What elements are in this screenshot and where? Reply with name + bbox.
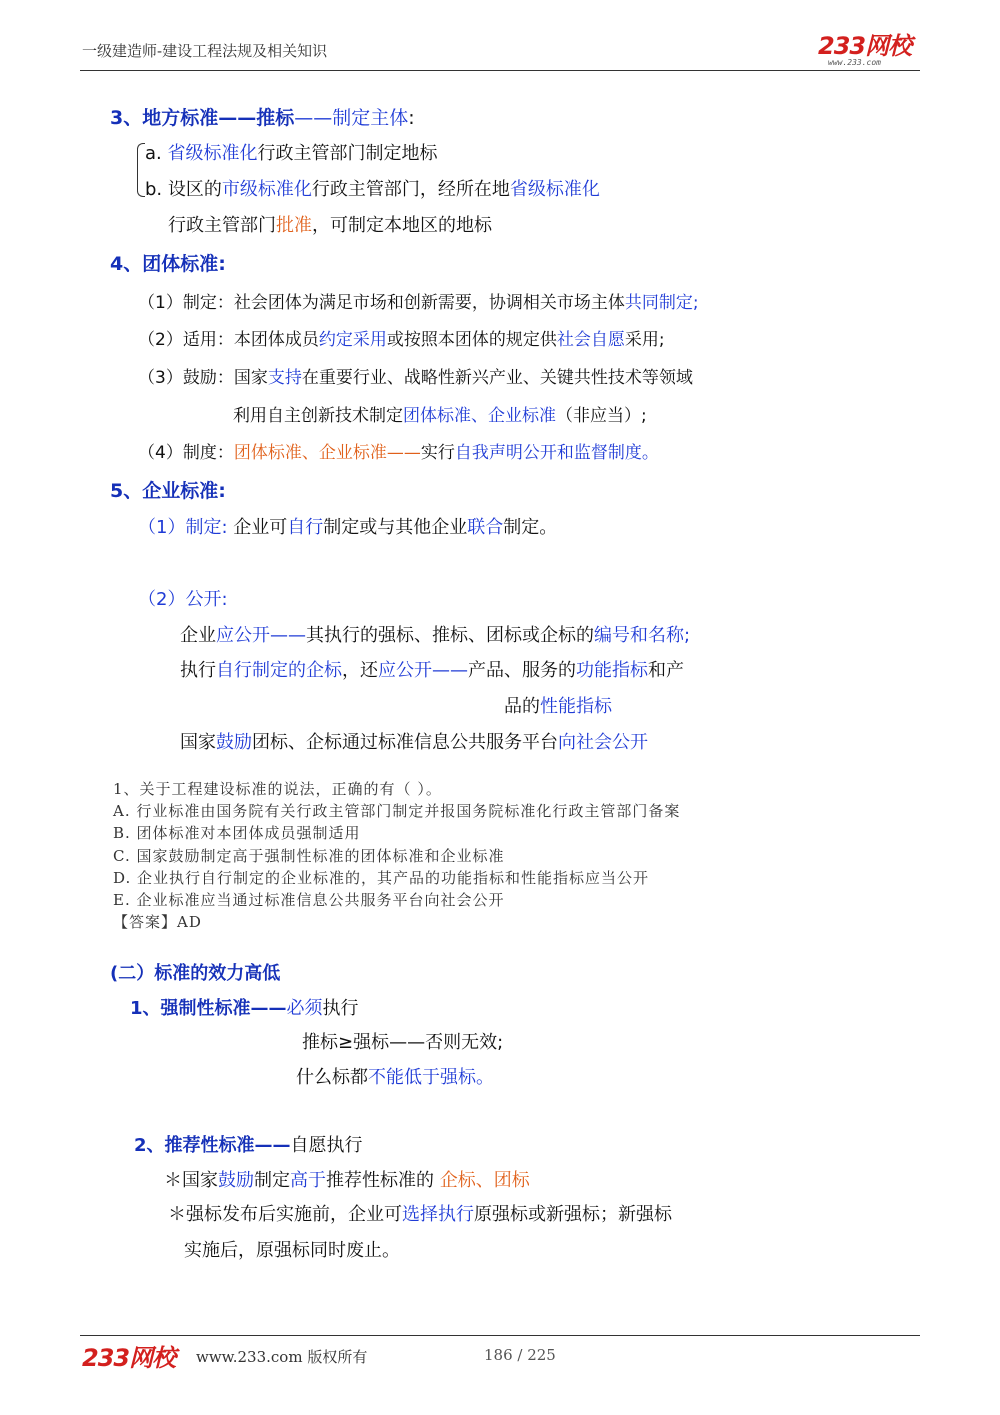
secB-s2-title <box>134 1131 363 1157</box>
sec5-i1-blue3: 联合 <box>467 517 504 538</box>
sec5-item1 <box>138 513 557 539</box>
secB-s2-l2-orange: 企标、团标 <box>439 1170 530 1191</box>
question-option-b: B. 团体标准对本团体成员强制适用 <box>113 824 361 842</box>
sec5-item2-label: （2）公开: <box>138 589 228 610</box>
sec4-item1 <box>138 288 699 313</box>
sec4-i2-blue1: 约定采用 <box>318 330 387 350</box>
secB-s1-l3-prefix: 什么标都 <box>296 1067 368 1088</box>
sec3-tui: 推标 <box>256 107 295 129</box>
sec5-public-line3 <box>504 692 612 718</box>
sec4-i4-prefix: （4）制度： <box>138 443 234 463</box>
secB-s1-l3-blue: 不能低于强标。 <box>368 1067 494 1088</box>
sec3-heading <box>110 103 415 130</box>
sec4-item2 <box>138 325 665 350</box>
secB-s2-l2-blue: 鼓励 <box>218 1170 254 1191</box>
secB-s1-line2: 推标≥强标——否则无效; <box>302 1032 504 1053</box>
sec4-i2-blue2: 社会自愿 <box>556 330 625 350</box>
sec3-b-mid: 行政主管部门，经所在地 <box>311 179 510 200</box>
header-title: 一级建造师-建设工程法规及相关知识 <box>82 42 328 60</box>
secB-s1-rest: 执行 <box>322 998 359 1019</box>
sec5-p4-mid: 团标、企标通过标准信息公共服务平台 <box>252 732 558 753</box>
sec3-a-blue: 省级标准化 <box>167 143 258 164</box>
sec4-i3b-rest: （非应当）; <box>556 406 647 426</box>
sec5-i1-label: （1）制定: <box>138 517 228 538</box>
sec4-i1-blue: 共同制定; <box>624 293 699 313</box>
header-logo <box>818 26 911 67</box>
sec3-num: 3、地方标准—— <box>110 107 257 129</box>
question-option-c: C. 国家鼓励制定高于强制性标准的团体标准和企业标准 <box>113 847 505 865</box>
sec5-p1-blue: 应公开—— <box>216 625 306 646</box>
sec4-i3b-prefix: 利用自主创新技术制定 <box>233 406 403 426</box>
secB-s2-l2-blue2: 高于 <box>290 1170 326 1191</box>
question-option-d: D. 企业执行自行制定的企业标准的，其产品的功能指标和性能指标应当公开 <box>113 869 650 887</box>
sec3-b-blue2: 省级标准化 <box>509 179 600 200</box>
sec5-p3-blue: 性能指标 <box>540 696 612 717</box>
sec5-p2-mid2: 产品、服务的 <box>468 660 576 681</box>
sec3-colon: : <box>408 107 415 129</box>
secB-s2-line2 <box>164 1166 530 1192</box>
sec3-dash: —— <box>294 107 333 129</box>
sec4-item4 <box>138 438 659 463</box>
footer-logo: 233网校 <box>82 1344 176 1372</box>
sec5-public-line1 <box>180 621 690 647</box>
header-logo-url: www.233.com <box>828 58 881 67</box>
question-answer: 【答案】AD <box>113 913 202 931</box>
sec5-p1-mid: 其执行的强标、推标、团标或企标的 <box>306 625 594 646</box>
sec3-a-prefix: a. <box>145 143 168 164</box>
sec5-public-line4 <box>180 728 648 754</box>
sec4-i2-rest: 采用; <box>624 330 665 350</box>
sec5-p1-prefix: 企业 <box>180 625 216 646</box>
secB-s2-l2-mid: 制定 <box>254 1170 290 1191</box>
sec3-b2-prefix: 行政主管部门 <box>168 215 276 236</box>
question-stem: 1、关于工程建设标准的说法，正确的有（ ）。 <box>113 780 442 798</box>
sec3-a-rest: 行政主管部门制定地标 <box>257 143 438 164</box>
sec4-i4-blue: 自我声明公开和监督制度。 <box>454 443 659 463</box>
sec5-p4-blue: 鼓励 <box>216 732 252 753</box>
sec5-p2-rest: 和产 <box>648 660 684 681</box>
sec5-i1-rest: 制定。 <box>503 517 558 538</box>
secB-s2-line3 <box>168 1200 672 1226</box>
sec5-p2-blue2: 应公开—— <box>378 660 468 681</box>
secB-s1-line3 <box>296 1063 494 1089</box>
sec5-i1-mid: 制定或与其他企业 <box>323 517 468 538</box>
sec3-subject: 制定主体 <box>332 107 409 129</box>
sec3-b2-rest: ，可制定本地区的地标 <box>312 215 492 236</box>
footer-page-number: 186 / 225 <box>484 1346 556 1364</box>
sec5-p2-blue: 自行制定的企标 <box>216 660 342 681</box>
sec3-b2-orange: 批准 <box>276 215 312 236</box>
sec5-p4-blue2: 向社会公开 <box>558 732 648 753</box>
sec4-i2-mid: 或按照本团体的规定供 <box>386 330 557 350</box>
sec3-item-a <box>145 139 437 165</box>
sec5-p2-blue3: 功能指标 <box>576 660 648 681</box>
sec5-heading: 5、企业标准: <box>110 480 226 502</box>
sec4-i1-prefix: （1）制定：社会团体为满足市场和创新需要，协调相关市场主体 <box>138 293 625 313</box>
sec5-p2-mid: ，还 <box>342 660 378 681</box>
secB-s2-l3-rest: 原强标或新强标；新强标 <box>474 1204 672 1225</box>
sec4-i4-orange: 团体标准、企业标准—— <box>233 443 421 463</box>
sec3-b-prefix: b. 设区的 <box>145 179 222 200</box>
sec5-i1-blue2: 自行 <box>287 517 324 538</box>
sec3-bracket <box>137 143 145 197</box>
sec4-item3-cont <box>233 401 647 426</box>
secB-heading: (二）标准的效力高低 <box>110 963 281 984</box>
secB-s1-title <box>130 994 359 1020</box>
secB-s2-rest: 自愿执行 <box>290 1135 363 1156</box>
secB-s1-blue: 必须 <box>286 998 323 1019</box>
secB-s2-label: 2、推荐性标准—— <box>134 1135 291 1156</box>
secB-s2-line4: 实施后，原强标同时废止。 <box>184 1240 400 1261</box>
secB-s2-l3-blue: 选择执行 <box>402 1204 474 1225</box>
sec4-i4-mid: 实行 <box>420 443 455 463</box>
secB-s2-l2-mid2: 推荐性标准的 <box>326 1170 440 1191</box>
sec3-item-b <box>145 175 600 201</box>
question-option-a: A. 行业标准由国务院有关行政主管部门制定并报国务院标准化行政主管部门备案 <box>113 802 681 820</box>
secB-s1-label: 1、强制性标准—— <box>130 998 287 1019</box>
sec4-i3-prefix: （3）鼓励：国家 <box>138 368 268 388</box>
sec4-i3-blue: 支持 <box>267 368 302 388</box>
sec5-p4-prefix: 国家 <box>180 732 216 753</box>
footer-site[interactable]: www.233.com 版权所有 <box>196 1348 368 1366</box>
sec3-item-b-cont <box>168 211 492 237</box>
sec5-public-line2 <box>180 656 684 682</box>
footer-divider <box>80 1335 920 1336</box>
sec5-p1-blue2: 编号和名称; <box>594 625 691 646</box>
sec4-i3-rest: 在重要行业、战略性新兴产业、关键共性技术等领域 <box>301 368 693 388</box>
secB-s2-l3-prefix: ＊强标发布后实施前，企业可 <box>168 1204 402 1225</box>
question-option-e: E. 企业标准应当通过标准信息公共服务平台向社会公开 <box>113 891 505 909</box>
sec4-i3b-blue: 团体标准、企业标准 <box>403 406 556 426</box>
sec5-p2-prefix: 执行 <box>180 660 216 681</box>
header-logo-text: 233网校 <box>818 32 912 60</box>
header-divider <box>80 70 920 71</box>
sec4-heading: 4、团体标准: <box>110 253 226 275</box>
secB-s2-l2-prefix: ＊国家 <box>164 1170 218 1191</box>
sec4-item3 <box>138 363 693 388</box>
sec3-b-blue1: 市级标准化 <box>221 179 312 200</box>
sec5-p3-prefix: 品的 <box>504 696 540 717</box>
sec4-i2-prefix: （2）适用：本团体成员 <box>138 330 319 350</box>
sec5-i1-prefix: 企业可 <box>227 517 288 538</box>
